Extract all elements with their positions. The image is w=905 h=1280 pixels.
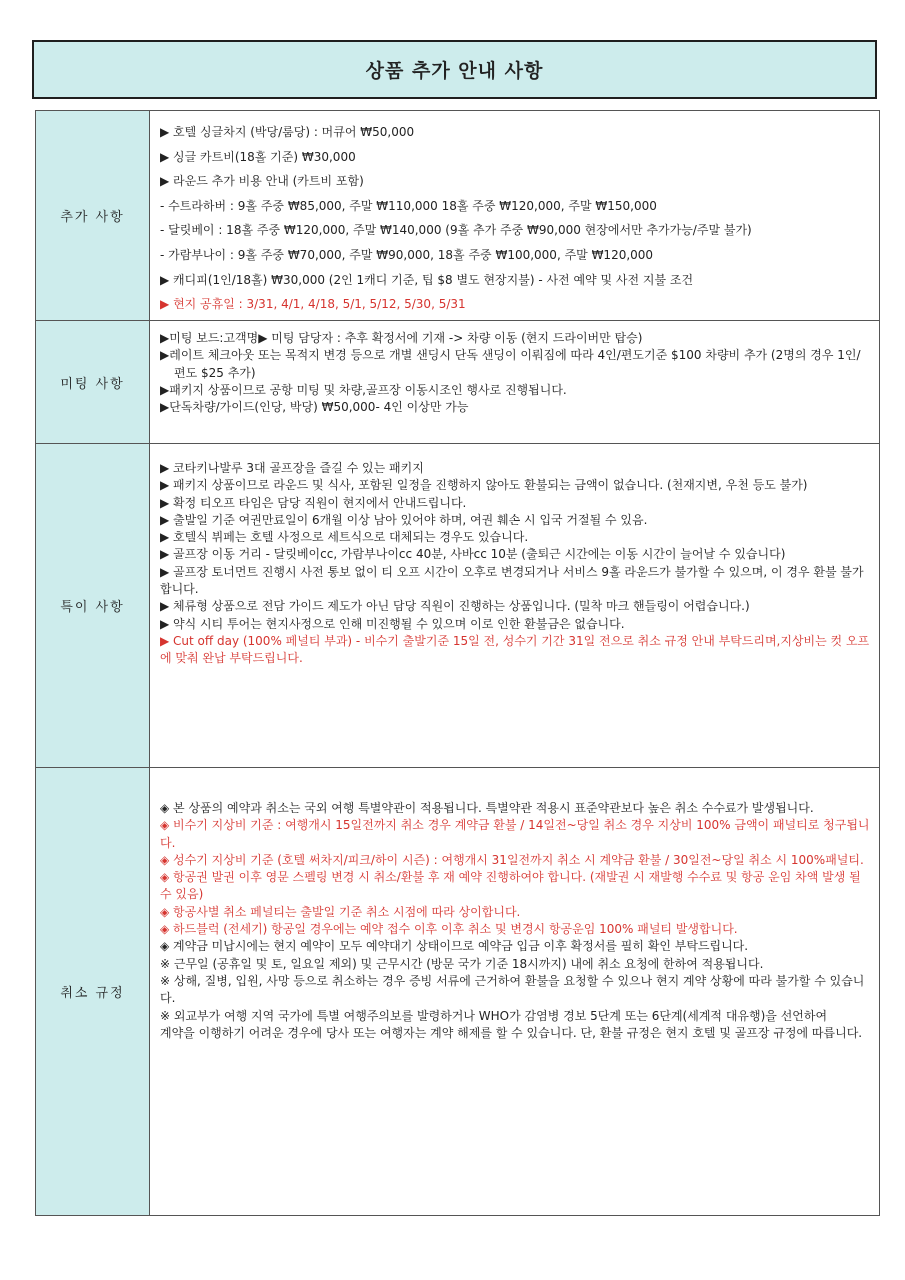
special-line: ▶ 골프장 이동 거리 - 달릿베이cc, 가람부나이cc 40분, 사바cc 10분 (출퇴근 시간에는 이동 시간이 늘어날 수 있습니다) (160, 547, 786, 562)
holiday-arrow-icon: ▶ (160, 297, 170, 312)
cancel-line: ◈ 하드블럭 (전세기) 항공일 경우에는 예약 접수 이후 이후 취소 및 변경시 항공운임 100% 패널티 발생합니다. (160, 922, 738, 937)
special-content (150, 444, 880, 768)
extra-line: - 가람부나이 : 9홀 주중 ₩70,000, 주말 ₩90,000, 18홀 주중 ₩100,000, 주말 ₩120,000 (160, 247, 654, 262)
cancel-section (36, 768, 880, 1216)
cancel-line: ◈ 항공사별 취소 페널티는 출발일 기준 취소 시점에 따라 상이합니다. (160, 904, 521, 919)
holiday-text: 현지 공휴일 : 3/31, 4/1, 4/18, 5/1, 5/12, 5/30, 5/31 (173, 297, 466, 312)
cancel-content (150, 768, 880, 1216)
extra-section (36, 111, 880, 321)
extra-line: ▶ 호텔 싱글차지 (박당/룸당) : 머큐어 ₩50,000 (160, 125, 415, 139)
cancel-line: ◈ 항공권 발권 이후 영문 스펠링 변경 시 취소/환불 후 재 예약 진행하여야 합니다. (재발권 시 재발행 수수료 및 항공 운임 차액 발생 될 수 있음) (160, 870, 861, 902)
cancel-line: 계약을 이행하기 어려운 경우에 당사 또는 여행자는 계약 해제를 할 수 있습니다. 단, 환불 규정은 현지 호텔 및 골프장 규정에 따릅니다. (160, 1025, 863, 1040)
cancel-line: ※ 근무일 (공휴일 및 토, 일요일 제외) 및 근무시간 (방문 국가 기준 18시까지) 내에 취소 요청에 한하여 적용됩니다. (160, 956, 764, 971)
special-section (36, 444, 880, 768)
cancel-line: ◈ 비수기 지상비 기준 : 여행개시 15일전까지 취소 경우 계약금 환불 / 14일전~당일 취소 경우 지상비 100% 금액이 패널티로 청구됩니다. (160, 818, 870, 850)
page-title: 상품 추가 안내 사항 (32, 40, 877, 99)
meeting-line: ▶레이트 체크아웃 또는 목적지 변경 등으로 개별 샌딩시 단독 샌딩이 이뤄짐에 따라 4인/편도기준 $100 차량비 추가 (2명의 경우 1인/편도 $25 추가) (160, 348, 861, 380)
cancel-line: ◈ 계약금 미납시에는 현지 예약이 모두 예약대기 상태이므로 예약금 입금 이후 확정서를 필히 확인 부탁드립니다. (160, 939, 749, 954)
cutoff-line: ▶ Cut off day (100% 페널티 부과) - 비수기 출발기준 15일 전, 성수기 기간 31일 전으로 취소 규정 안내 부탁드리며,지상비는 컷 오프에 맞춰 완납 부탁드립니다. (160, 633, 870, 666)
meeting-content (150, 321, 880, 444)
cancel-line: ※ 외교부가 여행 지역 국가에 특별 여행주의보를 발령하거나 WHO가 감염병 경보 5단계 또는 6단계(세계적 대유행)을 선언하여 (160, 1008, 828, 1023)
extra-line: ▶ 캐디피(1인/18홀) ₩30,000 (2인 1캐디 기준, 팁 $8 별도 현장지불) - 사전 예약 및 사전 지불 조건 (160, 272, 694, 287)
extra-line: - 달릿베이 : 18홀 주중 ₩120,000, 주말 ₩140,000 (9홀 추가 주중 ₩90,000 현장에서만 추가가능/주말 불가) (160, 223, 752, 238)
extra-content (150, 111, 880, 321)
info-table (35, 110, 880, 1216)
special-line: ▶ 호텔식 뷔페는 호텔 사정으로 세트식으로 대체되는 경우도 있습니다. (160, 530, 529, 545)
meeting-line: ▶미팅 보드:고객명▶ 미팅 담당자 : 추후 확정서에 기재 -> 차량 이동 (현지 드라이버만 탑승) (160, 331, 643, 345)
extra-line: - 수트라하버 : 9홀 주중 ₩85,000, 주말 ₩110,000 18홀 주중 ₩120,000, 주말 ₩150,000 (160, 198, 657, 213)
special-label: 특이 사항 (36, 444, 150, 768)
special-line: ▶ 골프장 토너먼트 진행시 사전 통보 없이 티 오프 시간이 오후로 변경되거나 서비스 9홀 라운드가 불가할 수 있으며, 이 경우 환불 불가 합니다. (160, 564, 864, 597)
special-line: ▶ 출발일 기준 여권만료일이 6개월 이상 남아 있어야 하며, 여권 훼손 시 입국 거절될 수 있음. (160, 512, 648, 527)
holiday-line (160, 292, 871, 317)
special-line: ▶ 패키지 상품이므로 라운드 및 식사, 포함된 일정을 진행하지 않아도 환불되는 금액이 없습니다. (천재지변, 우천 등도 불가) (160, 478, 808, 493)
extra-label: 추가 사항 (36, 111, 150, 321)
meeting-line: ▶패키지 상품이므로 공항 미팅 및 차량,골프장 이동시조인 행사로 진행됩니다. (160, 382, 567, 397)
meeting-label: 미팅 사항 (36, 321, 150, 444)
cancel-line: ◈ 성수기 지상비 기준 (호텔 써차지/피크/하이 시즌) : 여행개시 31일전까지 취소 시 계약금 환불 / 30일전~당일 취소 시 100%패널티. (160, 852, 864, 867)
special-line: ▶ 약식 시티 투어는 현지사정으로 인해 미진행될 수 있으며 이로 인한 환불금은 없습니다. (160, 616, 625, 631)
cancel-line: ※ 상해, 질병, 입원, 사망 등으로 취소하는 경우 증빙 서류에 근거하여 환불을 요청할 수 있으나 현지 계약 상황에 따라 불가할 수 있습니다. (160, 973, 865, 1006)
extra-line: ▶ 싱글 카트비(18홀 기준) ₩30,000 (160, 149, 356, 164)
meeting-section (36, 321, 880, 444)
special-line: ▶ 코타키나발루 3대 골프장을 즐길 수 있는 패키지 (160, 461, 424, 475)
cancel-line: ◈ 본 상품의 예약과 취소는 국외 여행 특별약관이 적용됩니다. 특별약관 적용시 표준약관보다 높은 취소 수수료가 발생됩니다. (160, 801, 814, 815)
meeting-line: ▶단독차량/가이드(인당, 박당) ₩50,000- 4인 이상만 가능 (160, 400, 469, 415)
special-line: ▶ 확정 티오프 타임은 담당 직원이 현지에서 안내드립니다. (160, 495, 467, 510)
extra-line: ▶ 라운드 추가 비용 안내 (카트비 포함) (160, 174, 364, 189)
cancel-label: 취소 규정 (36, 768, 150, 1216)
special-line: ▶ 체류형 상품으로 전담 가이드 제도가 아닌 담당 직원이 진행하는 상품입니다. (밀착 마크 핸들링이 어렵습니다.) (160, 599, 750, 614)
